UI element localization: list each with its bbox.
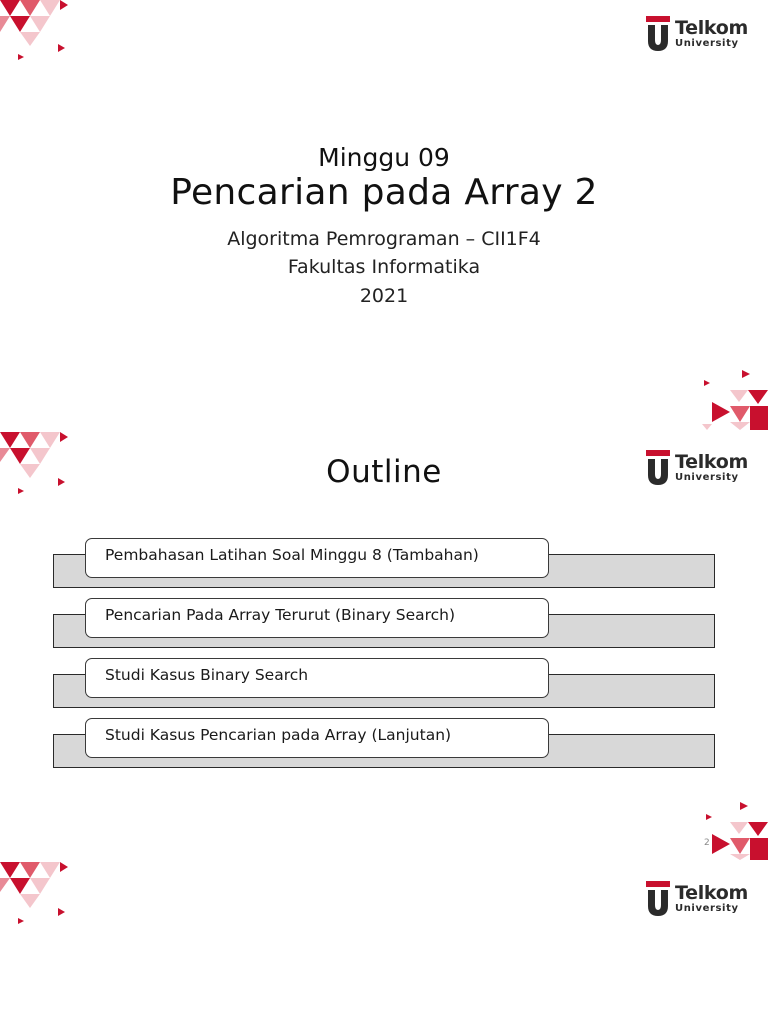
triangle-decoration-top-left bbox=[0, 862, 72, 926]
outline-item bbox=[53, 598, 715, 638]
logo-word-university: University bbox=[674, 472, 739, 483]
telkom-university-logo bbox=[646, 880, 748, 918]
outline-item-label: Studi Kasus Binary Search bbox=[85, 658, 549, 698]
outline-item-label: Pembahasan Latihan Soal Minggu 8 (Tambahan) bbox=[85, 538, 549, 578]
page-number: 2 bbox=[704, 838, 710, 848]
logo-word-university: University bbox=[674, 903, 739, 914]
title-slide bbox=[0, 0, 768, 430]
year-label: 2021 bbox=[359, 285, 409, 307]
triangle-decoration-top-left bbox=[0, 0, 72, 62]
telkom-logo-mark-icon bbox=[646, 16, 670, 52]
outline-item bbox=[53, 658, 715, 698]
next-slide-partial bbox=[0, 860, 768, 1024]
triangle-decoration-bottom-right bbox=[700, 800, 768, 860]
telkom-logo-mark-icon bbox=[646, 881, 670, 917]
outline-item-label: Pencarian Pada Array Terurut (Binary Search) bbox=[85, 598, 549, 638]
logo-word-telkom: Telkom bbox=[674, 451, 748, 473]
outline-slide bbox=[0, 430, 768, 860]
slide-title: Pencarian pada Array 2 bbox=[170, 172, 598, 213]
outline-title: Outline bbox=[326, 454, 442, 490]
triangle-decoration-bottom-right bbox=[700, 366, 768, 430]
week-label: Minggu 09 bbox=[318, 143, 450, 172]
logo-word-telkom: Telkom bbox=[674, 17, 748, 39]
outline-item bbox=[53, 718, 715, 758]
logo-word-telkom: Telkom bbox=[674, 882, 748, 904]
outline-item-label: Studi Kasus Pencarian pada Array (Lanjutan) bbox=[85, 718, 549, 758]
logo-word-university: University bbox=[674, 38, 739, 49]
outline-item bbox=[53, 538, 715, 578]
telkom-university-logo bbox=[646, 15, 748, 53]
course-name: Algoritma Pemrograman – CII1F4 bbox=[227, 228, 541, 250]
faculty-name: Fakultas Informatika bbox=[287, 256, 481, 278]
